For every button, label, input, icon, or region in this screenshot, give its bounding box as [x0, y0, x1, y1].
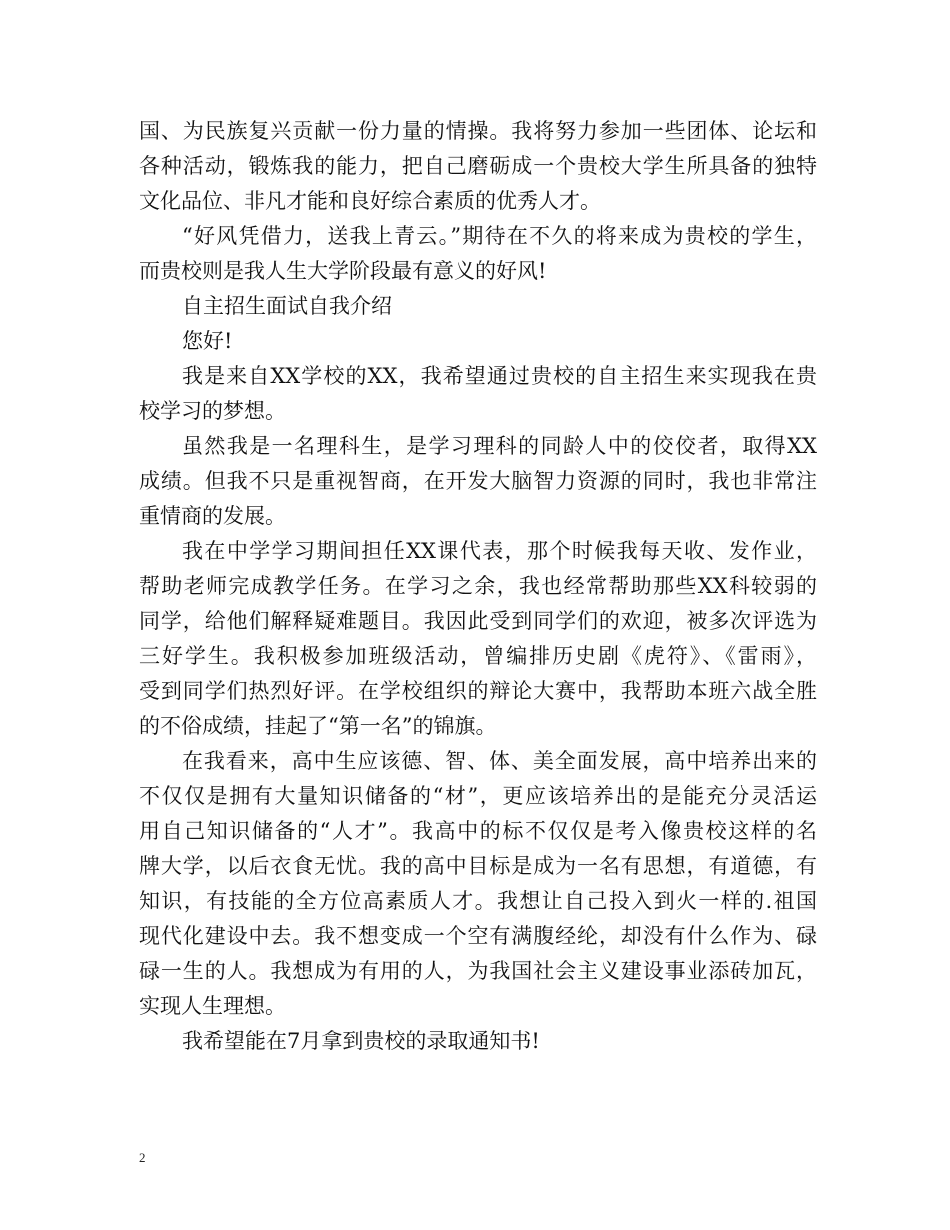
page-number: 2 [139, 1150, 146, 1165]
text-line: 我是来自XX学校的XX，我希望通过贵校的自主招生来实现我在贵 [182, 364, 817, 388]
text-line: 实现人生理想。 [139, 994, 286, 1018]
text-line: 用自己知识储备的“人才”。我高中的标不仅仅是考入像贵校这样的名 [139, 819, 817, 843]
text-line: 知识，有技能的全方位高素质人才。我想让自己投入到火一样的.祖国 [139, 889, 817, 913]
text-line: 国、为民族复兴贡献一份力量的情操。我将努力参加一些团体、论坛和 [139, 119, 817, 143]
greeting: 您好! [182, 329, 233, 353]
text-line: 碌一生的人。我想成为有用的人，为我国社会主义建设事业添砖加瓦， [139, 959, 817, 983]
text-line: 而贵校则是我人生大学阶段最有意义的好风! [139, 259, 547, 283]
text-line: 帮助老师完成教学任务。在学习之余，我也经常帮助那些XX科较弱的 [139, 574, 817, 598]
text-line: 我希望能在7月拿到贵校的录取通知书! [182, 1029, 540, 1053]
text-line: 重情商的发展。 [139, 504, 286, 528]
text-line: 不仅仅是拥有大量知识储备的“材”，更应该培养出的是能充分灵活运 [139, 784, 817, 808]
text-line: 文化品位、非凡才能和良好综合素质的优秀人才。 [139, 189, 601, 213]
text-line: 三好学生。我积极参加班级活动，曾编排历史剧《虎符》、《雷雨》， [139, 644, 817, 668]
text-line: 成绩。但我不只是重视智商，在开发大脑智力资源的同时，我也非常注 [139, 469, 817, 493]
text-line: 牌大学，以后衣食无忧。我的高中目标是成为一名有思想，有道德，有 [139, 854, 817, 878]
text-line: 同学，给他们解释疑难题目。我因此受到同学们的欢迎，被多次评选为 [139, 609, 817, 633]
document-body [139, 114, 817, 1059]
text-line: “好风凭借力，送我上青云。”期待在不久的将来成为贵校的学生， [182, 224, 817, 248]
text-line: 的不俗成绩，挂起了“第一名”的锦旗。 [139, 714, 497, 738]
text-line: 受到同学们热烈好评。在学校组织的辩论大赛中，我帮助本班六战全胜 [139, 679, 817, 703]
text-line: 我在中学学习期间担任XX课代表，那个时候我每天收、发作业， [182, 539, 817, 563]
text-line: 在我看来，高中生应该德、智、体、美全面发展，高中培养出来的 [182, 749, 817, 773]
text-line: 虽然我是一名理科生，是学习理科的同龄人中的佼佼者，取得XX [182, 434, 817, 458]
section-heading: 自主招生面试自我介绍 [182, 294, 392, 318]
text-line: 校学习的梦想。 [139, 399, 286, 423]
text-line: 现代化建设中去。我不想变成一个空有满腹经纶，却没有什么作为、碌 [139, 924, 817, 948]
text-line: 各种活动，锻炼我的能力，把自己磨砺成一个贵校大学生所具备的独特 [139, 154, 817, 178]
